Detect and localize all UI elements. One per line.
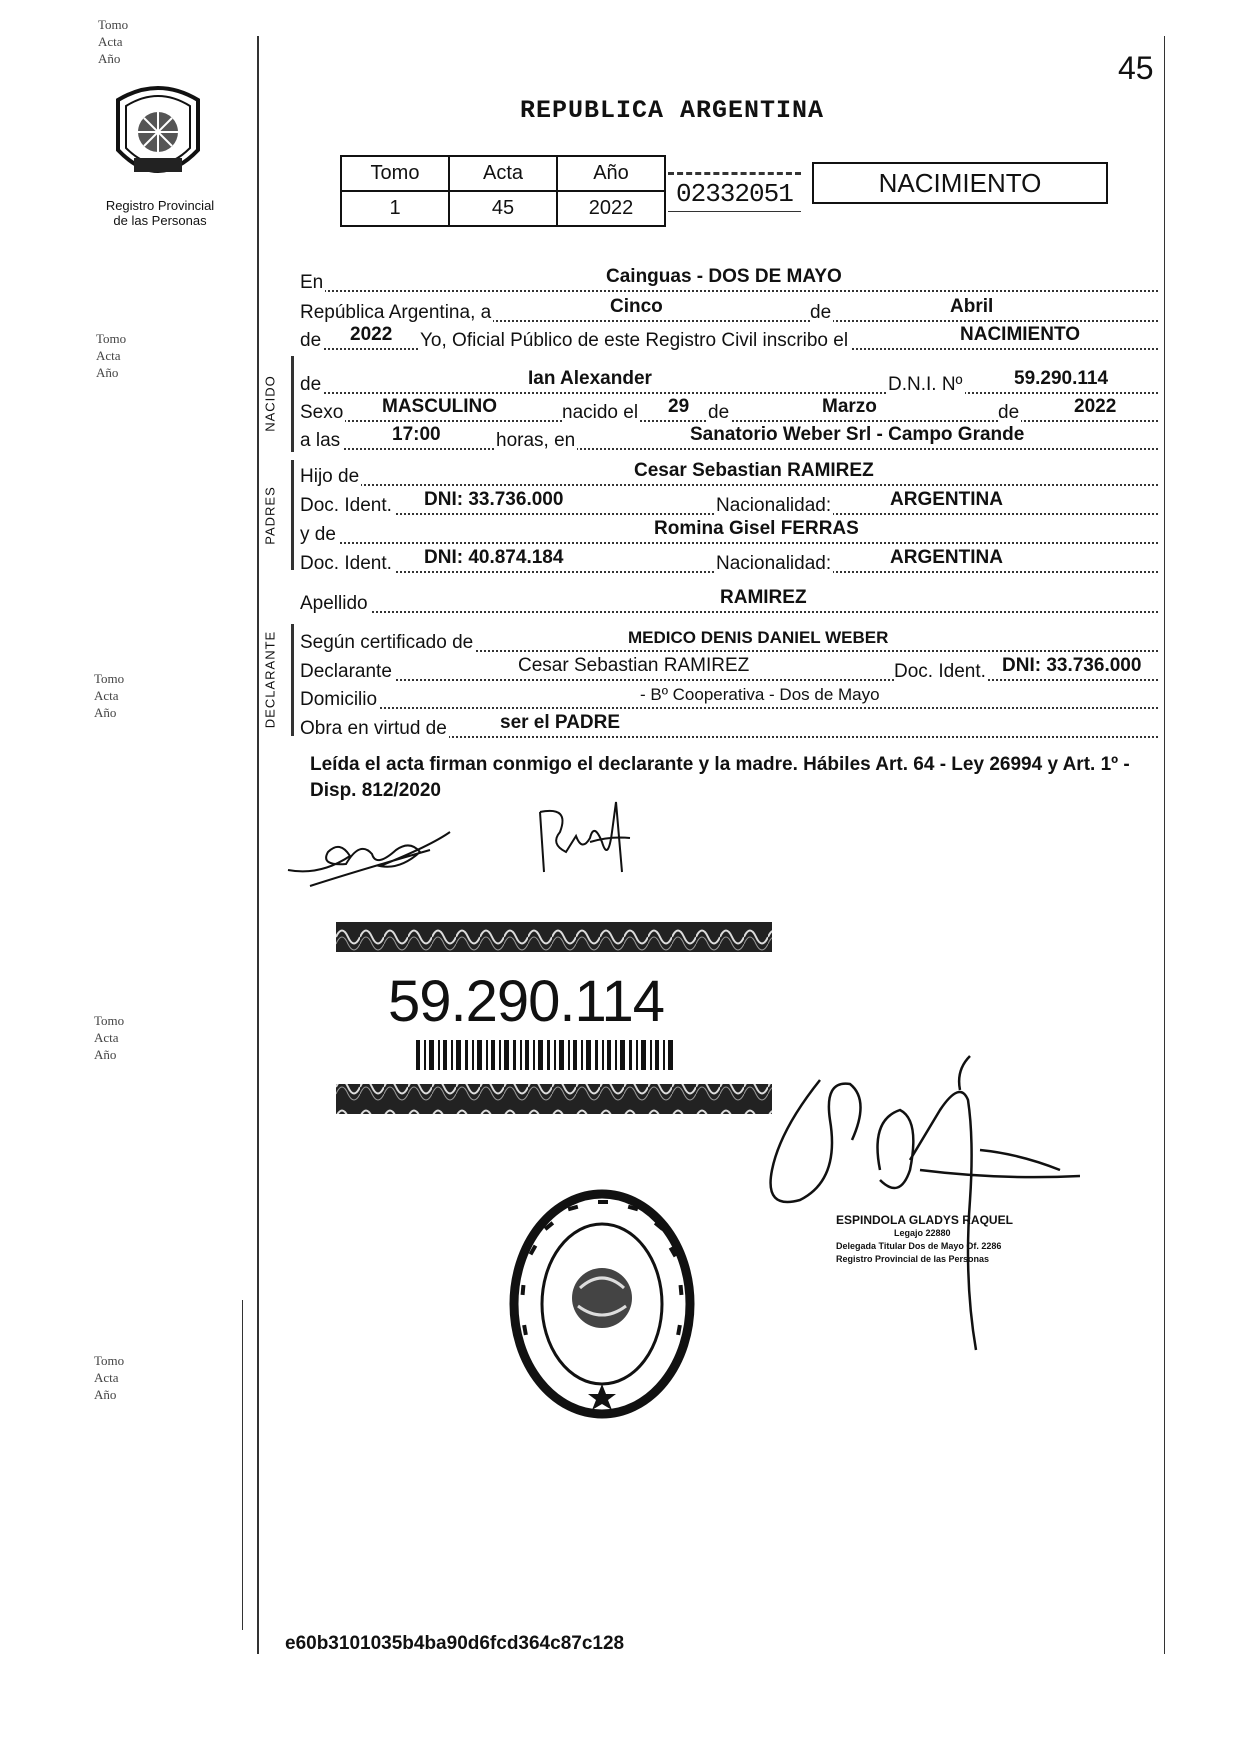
acta-header: Acta: [449, 156, 557, 191]
ano-header: Año: [557, 156, 665, 191]
provincial-seal-logo: [108, 80, 208, 192]
act-type-value: NACIMIENTO: [960, 324, 1080, 345]
form-row-certificate: Según certificado de MEDICO DENIS DANIEL WEBER: [300, 622, 1158, 652]
margin-note: Tomo Acta Año: [94, 1353, 125, 1402]
barcode-number: 59.290.114: [388, 969, 664, 1034]
padres-bracket: [291, 460, 294, 570]
document-hash: e60b3101035b4ba90d6fcd364c87c128: [285, 1633, 625, 1654]
record-table: [340, 155, 666, 227]
margin-note: Tomo Acta Año: [96, 331, 127, 380]
record-type-box: NACIMIENTO: [812, 162, 1108, 204]
nacido-bracket: [291, 356, 294, 452]
form-row-declarant: Declarante Cesar Sebastian RAMIREZ Doc. Ident. DNI: 33.736.000: [300, 651, 1158, 681]
form-row-sex: Sexo MASCULINO nacido el 29 de Marzo de 2022: [300, 392, 1158, 422]
tomo-value: 1: [341, 191, 449, 226]
registrar-signature: [760, 1050, 1080, 1360]
sex-value: MASCULINO: [382, 396, 498, 417]
father-nationality-value: ARGENTINA: [890, 489, 1003, 510]
capacity-value: ser el PADRE: [500, 712, 621, 733]
legal-note: Leída el acta firman conmigo el declarante y la madre. Hábiles Art. 64 - Ley 26994 y Art. 1º - Disp. 812/2020: [310, 754, 1130, 801]
father-doc-value: DNI: 33.736.000: [424, 489, 564, 510]
declarant-value: Cesar Sebastian RAMIREZ: [518, 655, 750, 676]
section-label-declarante: DECLARANTE: [262, 630, 278, 729]
birth-month-value: Marzo: [822, 396, 877, 417]
officer-stamp: ESPINDOLA GLADYS RAQUEL Legajo 22880 Delegada Titular Dos de Mayo Of. 2286 Registro Provincial de las Personas: [836, 1213, 1013, 1264]
form-row-year: de 2022 Yo, Oficial Público de este Registro Civil inscribo el NACIMIENTO: [300, 320, 1158, 350]
form-row-mother: y de Romina Gisel FERRAS: [300, 514, 1158, 544]
form-row-place: En Cainguas - DOS DE MAYO: [300, 262, 1158, 292]
child-dni-value: 59.290.114: [1014, 368, 1109, 389]
form-row-address: Domicilio - Bº Cooperativa - Dos de Mayo: [300, 679, 1158, 709]
declarante-bracket: [291, 624, 294, 736]
section-label-nacido: NACIDO: [262, 375, 278, 432]
serial-number: 02332051: [668, 172, 801, 212]
place-value: Cainguas - DOS DE MAYO: [606, 266, 842, 287]
left-margin-line-lower: [242, 1300, 243, 1630]
form-row-surname: Apellido RAMIREZ: [300, 583, 1158, 613]
declarant-signature: [280, 810, 460, 890]
form-row-father-doc: Doc. Ident. DNI: 33.736.000 Nacionalidad: ARGENTINA: [300, 485, 1158, 515]
surname-value: RAMIREZ: [720, 587, 807, 608]
year-value: 2022: [350, 324, 393, 345]
registry-label: Registro Provincial de las Personas: [105, 198, 215, 228]
ano-value: 2022: [557, 191, 665, 226]
document-title: REPUBLICA ARGENTINA: [520, 96, 825, 125]
acta-value: 45: [449, 191, 557, 226]
certificate-value: MEDICO DENIS DANIEL WEBER: [628, 628, 889, 647]
form-row-date: República Argentina, a Cinco de Abril: [300, 292, 1158, 322]
form-row-capacity: Obra en virtud de ser el PADRE: [300, 708, 1158, 738]
mother-nationality-value: ARGENTINA: [890, 547, 1003, 568]
tomo-header: Tomo: [341, 156, 449, 191]
form-row-time: a las 17:00 horas, en Sanatorio Weber Srl - Campo Grande: [300, 420, 1158, 450]
left-margin-line: [257, 36, 259, 1654]
official-oval-seal: [508, 1188, 696, 1420]
birth-year-value: 2022: [1074, 396, 1117, 417]
birth-time-value: 17:00: [392, 424, 441, 445]
birth-day-value: 29: [668, 396, 690, 417]
mother-signature: [530, 792, 640, 882]
mother-name-value: Romina Gisel FERRAS: [654, 518, 859, 539]
month-value: Abril: [950, 296, 994, 317]
form-row-mother-doc: Doc. Ident. DNI: 40.874.184 Nacionalidad: ARGENTINA: [300, 543, 1158, 573]
day-value: Cinco: [610, 296, 663, 317]
form-row-father: Hijo de Cesar Sebastian RAMIREZ: [300, 456, 1158, 486]
right-margin-line: [1164, 36, 1165, 1654]
address-value: - Bº Cooperativa - Dos de Mayo: [640, 685, 880, 704]
birth-place-value: Sanatorio Weber Srl - Campo Grande: [690, 424, 1025, 445]
section-label-padres: PADRES: [262, 486, 278, 545]
child-name-value: Ian Alexander: [528, 368, 652, 389]
mother-doc-value: DNI: 40.874.184: [424, 547, 564, 568]
declarant-doc-value: DNI: 33.736.000: [1002, 655, 1142, 676]
margin-note: Tomo Acta Año: [94, 671, 125, 720]
margin-note: Tomo Acta Año: [98, 17, 129, 66]
form-row-name: de Ian Alexander D.N.I. Nº 59.290.114: [300, 364, 1158, 394]
page-number: 45: [1118, 50, 1154, 86]
father-name-value: Cesar Sebastian RAMIREZ: [634, 460, 874, 481]
margin-note: Tomo Acta Año: [94, 1013, 125, 1062]
